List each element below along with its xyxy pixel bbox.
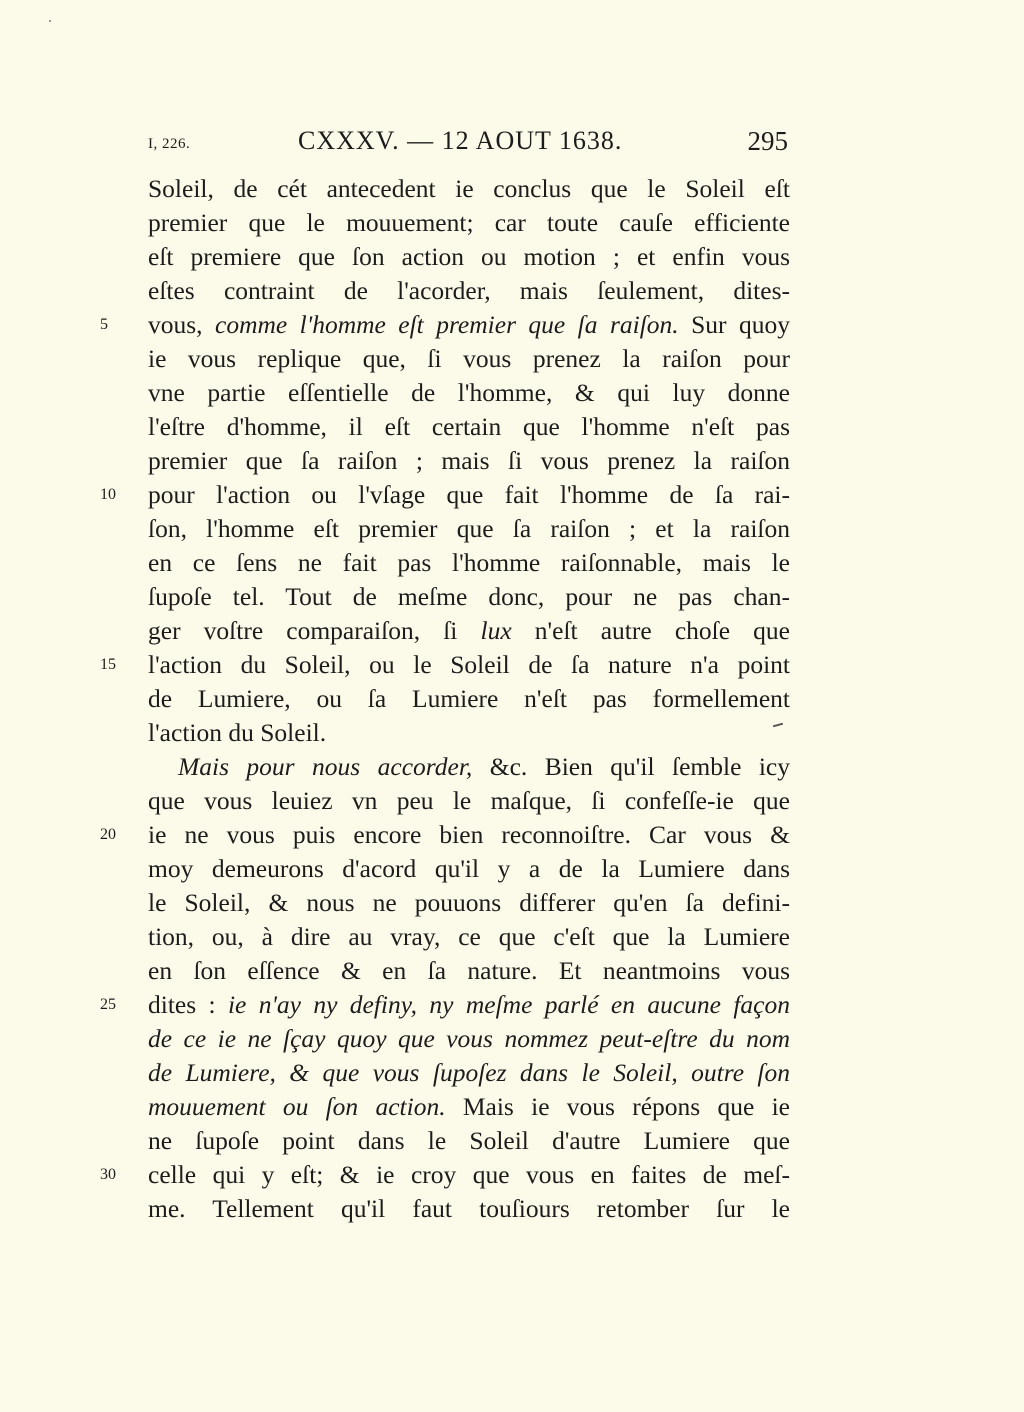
text-line: vne partie eſſentielle de l'homme, & qui luy donne — [148, 378, 790, 407]
page-speck — [49, 20, 51, 22]
text-line: ſon, l'homme eſt premier que ſa raiſon ; et la raiſon — [148, 514, 790, 543]
text-line: de Lumiere, & que vous ſupoſez dans le Soleil, outre ſon — [148, 1058, 790, 1087]
line-number: 5 — [100, 316, 108, 333]
text-line: tion, ou, à dire au vray, ce que c'eſt que la Lumiere — [148, 922, 790, 951]
text-line: eſt premiere que ſon action ou motion ; et enfin vous — [148, 242, 790, 271]
text-line: premier que le mouuement; car toute cauſe efficiente — [148, 208, 790, 237]
text-line: Soleil, de cét antecedent ie conclus que le Soleil eſt — [148, 174, 790, 203]
line-number: 30 — [100, 1166, 116, 1183]
page-number: 295 — [747, 126, 788, 156]
text-line: vous, comme l'homme eſt premier que ſa raiſon. Sur quoy — [148, 310, 790, 339]
text-line: en ce ſens ne fait pas l'homme raiſonnable, mais le — [148, 548, 790, 577]
text-line: l'eſtre d'homme, il eſt certain que l'homme n'eſt pas — [148, 412, 790, 441]
text-line: ger voſtre comparaiſon, ſi lux n'eſt autre choſe que — [148, 616, 790, 645]
text-line: Mais pour nous accorder, &c. Bien qu'il ſemble icy — [178, 752, 790, 781]
letter-title: CXXXV. — 12 AOUT 1638. — [298, 126, 623, 155]
line-number: 25 — [100, 996, 116, 1013]
text-line: eſtes contraint de l'acorder, mais ſeulement, dites- — [148, 276, 790, 305]
line-number: 10 — [100, 486, 116, 503]
text-line: ne ſupoſe point dans le Soleil d'autre Lumiere que — [148, 1126, 790, 1155]
running-header — [148, 126, 788, 166]
volume-reference: I, 226. — [148, 136, 191, 152]
line-number: 15 — [100, 656, 116, 673]
text-line: dites : ie n'ay ny definy, ny meſme parlé en aucune façon — [148, 990, 790, 1019]
italic-phrase: mouuement ou ſon action. — [148, 1092, 446, 1121]
text-line: en ſon eſſence & en ſa nature. Et neantmoins vous — [148, 956, 790, 985]
italic-phrase: Mais pour nous accorder, — [178, 752, 473, 781]
text-line: ie ne vous puis encore bien reconnoiſtre. Car vous & — [148, 820, 790, 849]
text-line: pour l'action ou l'vſage que fait l'homme de ſa rai- — [148, 480, 790, 509]
italic-phrase: comme l'homme eſt premier que ſa raiſon. — [215, 310, 679, 339]
italic-phrase: lux — [480, 616, 512, 645]
text-line: mouuement ou ſon action. Mais ie vous répons que ie — [148, 1092, 791, 1121]
text-line: que vous leuiez vn peu le maſque, ſi confeſſe-ie que — [148, 786, 790, 815]
text-line: celle qui y eſt; & ie croy que vous en faites de meſ- — [148, 1160, 790, 1189]
text-line: l'action du Soleil. — [148, 718, 327, 747]
text-line: l'action du Soleil, ou le Soleil de ſa nature n'a point — [148, 650, 790, 679]
text-line: me. Tellement qu'il faut touſiours retomber ſur le — [148, 1194, 790, 1223]
text-line: de ce ie ne ſçay quoy que vous nommez peut-eſtre du nom — [148, 1024, 790, 1053]
italic-phrase: ie n'ay ny definy, ny meſme parlé en aucune façon — [227, 990, 790, 1019]
line-number: 20 — [100, 826, 116, 843]
text-line: de Lumiere, ou ſa Lumiere n'eſt pas formellement — [148, 684, 790, 713]
text-line: ie vous replique que, ſi vous prenez la raiſon pour — [148, 344, 790, 373]
text-line: le Soleil, & nous ne pouuons differer qu'en ſa defini- — [148, 888, 790, 917]
text-line: premier que ſa raiſon ; mais ſi vous prenez la raiſon — [148, 446, 790, 475]
text-line: moy demeurons d'acord qu'il y a de la Lumiere dans — [148, 854, 790, 883]
text-line: ſupoſe tel. Tout de meſme donc, pour ne pas chan- — [148, 582, 790, 611]
